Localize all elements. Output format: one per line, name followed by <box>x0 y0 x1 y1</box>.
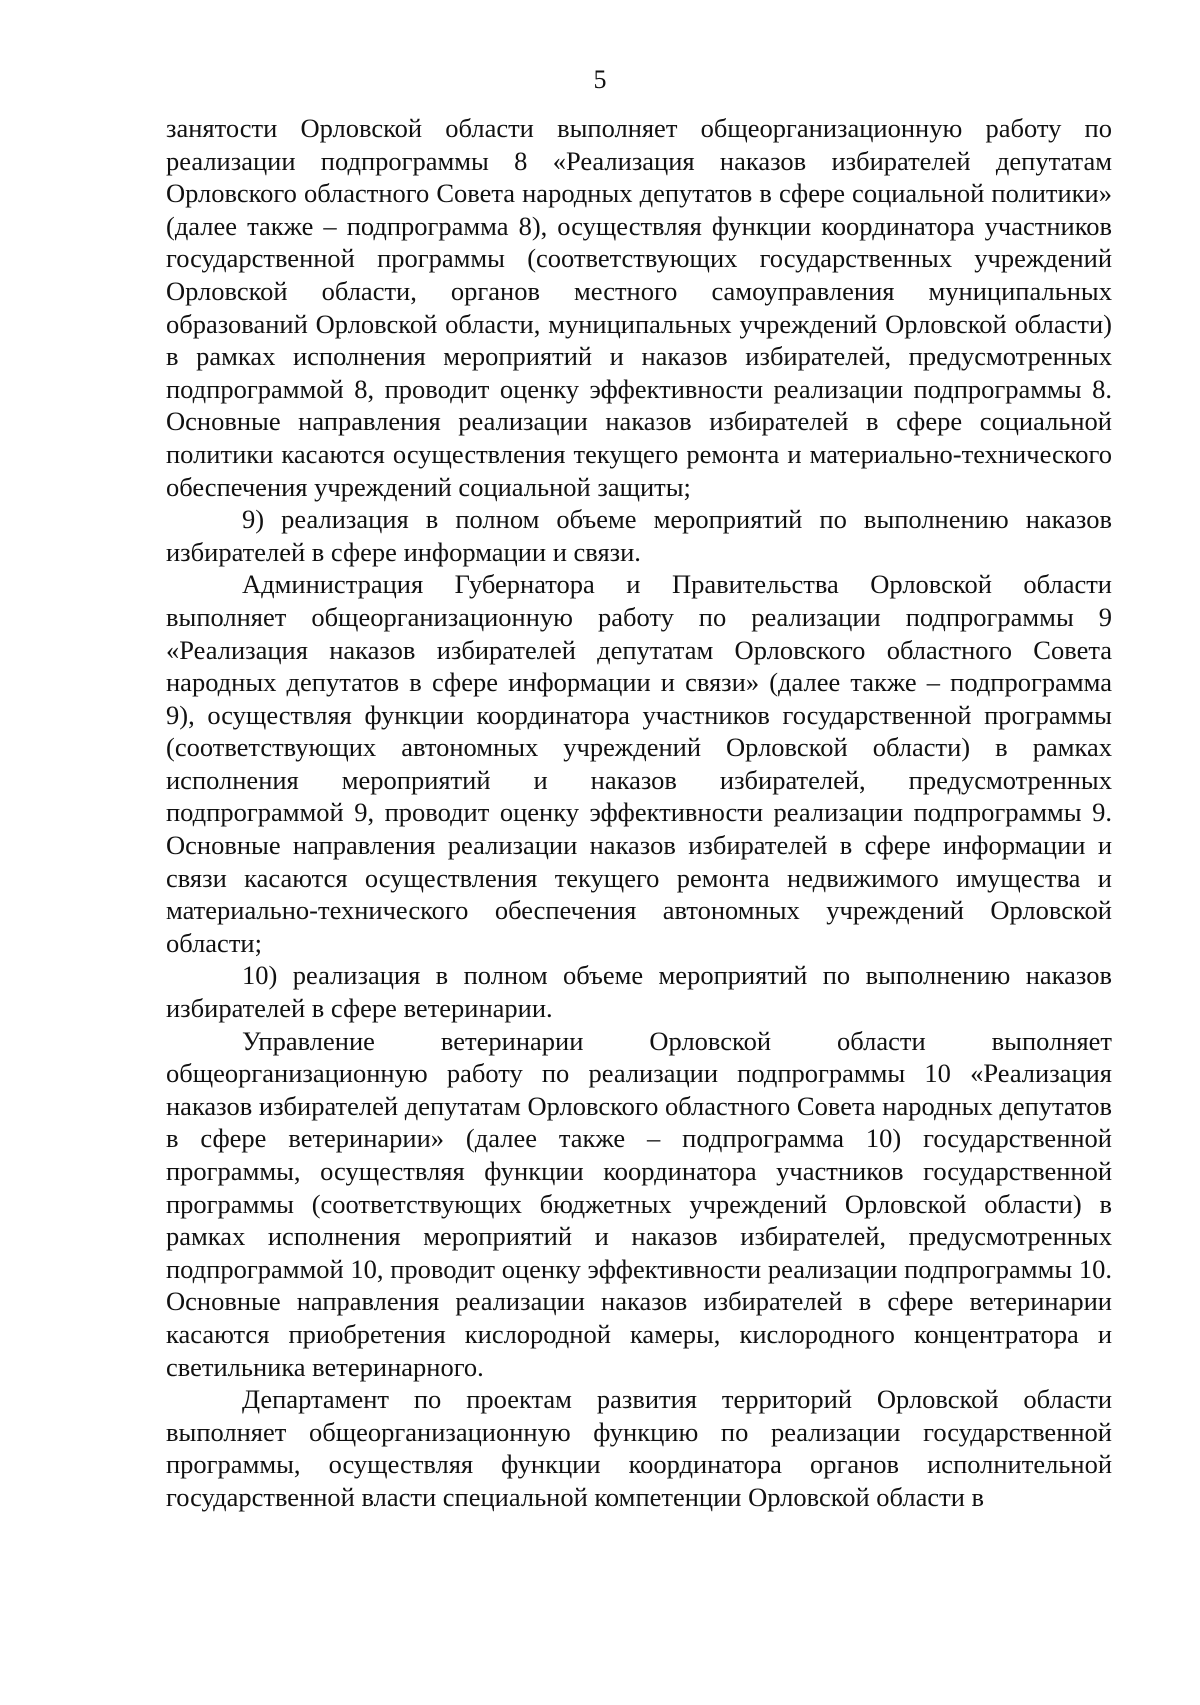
paragraph-territory-development-department: Департамент по проектам развития территорий Орловской области выполняет общеорганизационную функцию по реализации государственной программы, осуществляя функции координатора органов исполнительной государственной власти специальной компетенции Орловской области в <box>166 1384 1112 1512</box>
paragraph-administration-subprogram-9: Администрация Губернатора и Правительства Орловской области выполняет общеорганизационную работу по реализации подпрограммы 9 «Реализация наказов избирателей депутатам Орловского областного Совета народных депутатов в сфере информации и связи» (далее также – подпрограмма 9), осуществляя функции координатора участников государственной программы (соответствующих автономных учреждений Орловской области) в рамках исполнения мероприятий и наказов избирателей, предусмотренных подпрограммой 9, проводит оценку эффективности реализации подпрограммы 9. Основные направления реализации наказов избирателей в сфере информации и связи касаются осуществления текущего ремонта недвижимого имущества и материально-технического обеспечения автономных учреждений Орловской области; <box>166 569 1112 958</box>
paragraph-item-10: 10) реализация в полном объеме мероприятий по выполнению наказов избирателей в сфере ветеринарии. <box>166 960 1112 1024</box>
paragraph-veterinary-subprogram-10: Управление ветеринарии Орловской области выполняет общеорганизационную работу по реализации подпрограммы 10 «Реализация наказов избирателей депутатам Орловского областного Совета народных депутатов в сфере ветеринарии» (далее также – подпрограмма 10) государственной программы, осуществляя функции координатора участников государственной программы (соответствующих бюджетных учреждений Орловской области) в рамках исполнения мероприятий и наказов избирателей, предусмотренных подпрограммой 10, проводит оценку эффективности реализации подпрограммы 10. Основные направления реализации наказов избирателей в сфере ветеринарии касаются приобретения кислородной камеры, кислородного концентратора и светильника ветеринарного. <box>166 1025 1112 1382</box>
document-body <box>166 112 1112 1514</box>
page-number: 5 <box>593 65 607 94</box>
paragraph-continuation-subprogram-8: занятости Орловской области выполняет общеорганизационную работу по реализации подпрограммы 8 «Реализация наказов избирателей депутатам Орловского областного Совета народных депутатов в сфере социальной политики» (далее также – подпрограмма 8), осуществляя функции координатора участников государственной программы (соответствующих государственных учреждений Орловской области, органов местного самоуправления муниципальных образований Орловской области, муниципальных учреждений Орловской области) в рамках исполнения мероприятий и наказов избирателей, предусмотренных подпрограммой 8, проводит оценку эффективности реализации подпрограммы 8. Основные направления реализации наказов избирателей в сфере социальной политики касаются осуществления текущего ремонта и материально-технического обеспечения учреждений социальной защиты; <box>166 113 1112 502</box>
paragraph-item-9: 9) реализация в полном объеме мероприятий по выполнению наказов избирателей в сфере информации и связи. <box>166 504 1112 567</box>
